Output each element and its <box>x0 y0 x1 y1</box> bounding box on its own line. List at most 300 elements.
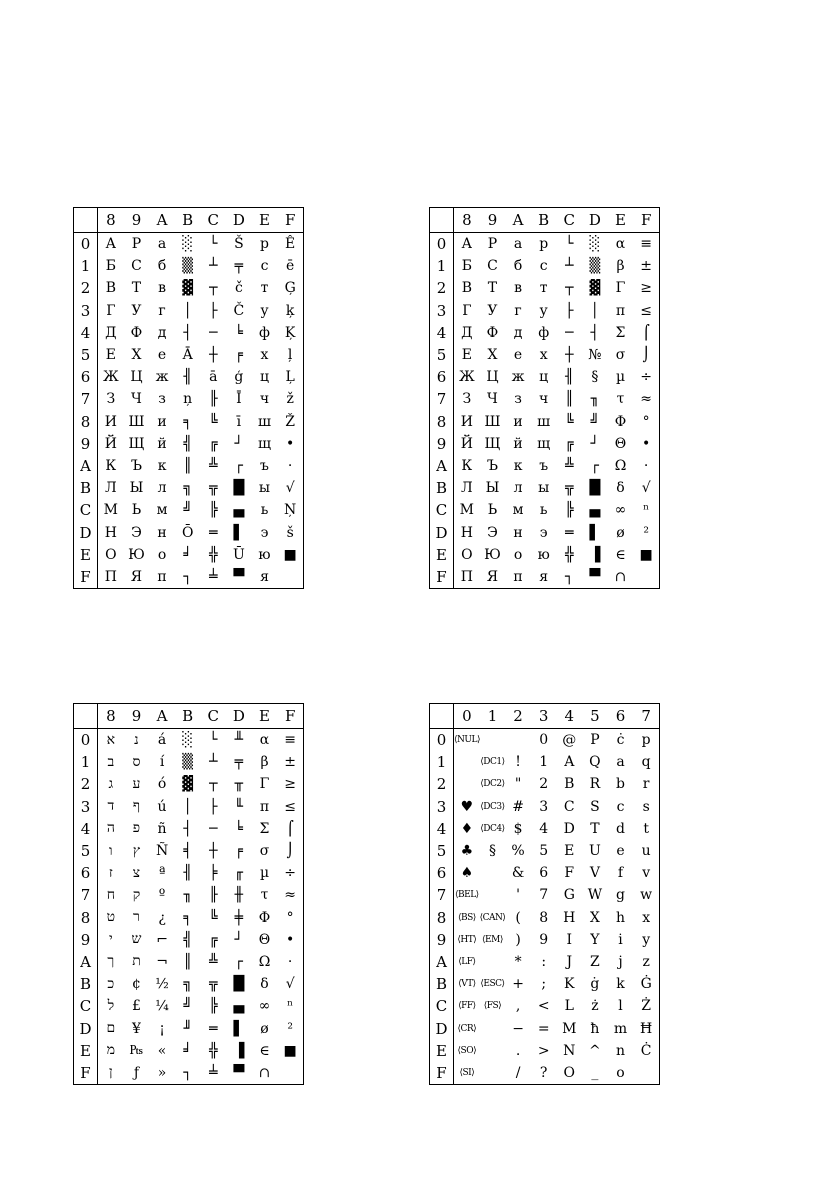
char-cell <box>480 1017 506 1039</box>
char-cell: Ф <box>130 324 143 341</box>
char-cell: U <box>588 843 601 860</box>
char-cell: ш <box>258 413 272 430</box>
char-cell: Е <box>461 347 472 364</box>
char-cell: ⌠ <box>286 820 294 837</box>
char-cell: : <box>541 953 547 970</box>
row-header: 7 <box>430 884 454 906</box>
char-cell: º <box>158 887 166 904</box>
char-cell: ├ <box>209 798 218 815</box>
char-cell: ÷ <box>640 369 653 386</box>
char-cell: ╔ <box>209 435 218 452</box>
char-cell: ▌ <box>233 524 245 541</box>
char-cell: ═ <box>209 1020 218 1037</box>
char-cell: ¿ <box>158 909 166 926</box>
char-cell: ▀ <box>233 1064 245 1081</box>
char-cell: s <box>642 798 650 815</box>
char-cell: ♣ <box>460 843 474 860</box>
char-cell: « <box>157 1042 167 1059</box>
char-cell: ╣ <box>183 435 192 452</box>
char-cell: ▓ <box>182 776 194 793</box>
corner-cell <box>430 704 454 729</box>
row-header: D <box>430 521 454 543</box>
char-cell: ╠ <box>565 502 574 519</box>
row-header: A <box>74 951 98 973</box>
char-cell: Θ <box>258 931 271 948</box>
char-cell: j <box>618 953 623 970</box>
char-cell: K <box>564 976 575 993</box>
char-cell: ½ <box>155 976 169 993</box>
char-cell: ┘ <box>590 435 600 452</box>
char-cell: ╪ <box>234 909 244 926</box>
char-cell: ק <box>132 886 141 903</box>
char-cell: ╔ <box>209 931 218 948</box>
column-header: 8 <box>454 208 480 233</box>
char-cell: ╛ <box>183 546 192 563</box>
char-cell: ╠ <box>209 998 218 1015</box>
row-header: 1 <box>430 751 454 773</box>
char-cell: + <box>512 976 524 993</box>
char-cell: Γ <box>615 280 626 297</box>
char-cell: ╝ <box>183 502 192 519</box>
header-row <box>430 704 660 729</box>
char-cell: @ <box>562 732 577 749</box>
row-header: 9 <box>430 929 454 951</box>
char-cell: Ģ <box>284 280 296 297</box>
char-cell: ─ <box>209 324 218 341</box>
char-cell: צ <box>132 864 141 881</box>
char-cell: π <box>259 798 270 815</box>
row-header: 6 <box>430 366 454 388</box>
table-row <box>430 433 660 455</box>
char-cell: ø <box>616 524 625 541</box>
char-cell: ġ <box>590 976 600 993</box>
char-cell: ≈ <box>284 887 297 904</box>
table-row <box>74 544 304 566</box>
char-cell: ┤ <box>590 324 600 341</box>
char-cell: ╢ <box>183 865 192 882</box>
char-cell: ц <box>260 369 270 386</box>
char-cell: 9 <box>539 931 549 948</box>
char-cell: e <box>616 843 625 860</box>
char-cell: F <box>564 865 575 882</box>
char-cell: • <box>286 435 295 452</box>
table-row <box>74 477 304 499</box>
char-cell: § <box>488 843 496 860</box>
row-header: 7 <box>74 884 98 906</box>
char-cell: я <box>539 568 549 585</box>
char-cell: ⁿ <box>643 502 650 519</box>
row-header: 0 <box>74 729 98 752</box>
char-cell: י <box>109 931 113 948</box>
char-cell: < <box>537 998 550 1015</box>
char-cell: ▄ <box>233 998 245 1015</box>
char-cell: ī <box>236 413 242 430</box>
row-header: F <box>430 1062 454 1085</box>
char-cell: Ħ <box>640 1020 653 1037</box>
char-cell: √ <box>285 976 295 993</box>
char-cell: Ь <box>487 502 498 519</box>
char-cell: Ū <box>232 546 245 563</box>
char-cell: З <box>106 391 116 408</box>
char-cell: ∈ <box>259 1042 270 1059</box>
char-cell: Б <box>105 258 116 275</box>
table-row <box>74 566 304 589</box>
table-row <box>430 929 660 951</box>
char-cell: ╝ <box>183 998 192 1015</box>
char-cell: ≈ <box>640 391 653 408</box>
char-cell: Ю <box>128 546 145 563</box>
char-cell: π <box>615 302 626 319</box>
char-cell: ║ <box>565 391 574 408</box>
table-row <box>74 862 304 884</box>
char-cell: ¥ <box>132 1020 141 1037</box>
char-cell: 7 <box>539 887 549 904</box>
char-cell: ) <box>515 931 521 948</box>
row-header: 9 <box>74 433 98 455</box>
char-cell: ╓ <box>234 865 244 882</box>
char-cell <box>480 729 506 752</box>
char-cell: Ê <box>285 236 296 253</box>
char-cell: │ <box>183 302 192 319</box>
char-cell: ┴ <box>565 258 574 275</box>
char-cell: ⟨SO⟩ <box>457 1045 477 1056</box>
table-row <box>74 1017 304 1039</box>
char-cell: ═ <box>209 524 218 541</box>
char-cell: С <box>131 258 142 275</box>
char-cell: . <box>515 1042 521 1059</box>
char-cell: └ <box>565 236 574 253</box>
char-cell: ל <box>107 997 115 1014</box>
char-cell: ⟨DC2⟩ <box>480 779 505 790</box>
char-cell: ╟ <box>209 391 218 408</box>
char-cell: ▐ <box>589 546 601 563</box>
char-cell: ÷ <box>284 865 297 882</box>
char-cell: ├ <box>565 302 574 319</box>
char-cell: * <box>514 953 522 970</box>
char-cell <box>480 1062 506 1085</box>
char-cell: ! <box>515 754 521 771</box>
char-cell: ф <box>538 324 550 341</box>
table-row <box>74 995 304 1017</box>
char-cell: ▀ <box>589 568 601 585</box>
char-cell: г <box>514 302 522 319</box>
char-cell <box>480 862 506 884</box>
column-header: 2 <box>505 704 531 729</box>
char-cell: ф <box>259 324 270 341</box>
char-cell: ы <box>538 480 550 497</box>
column-header: B <box>531 208 557 233</box>
char-cell: ú <box>157 798 167 815</box>
column-header: C <box>556 208 582 233</box>
char-cell: д <box>157 324 167 341</box>
char-cell: N <box>563 1042 576 1059</box>
char-cell: ╕ <box>183 413 192 430</box>
row-header: 3 <box>430 796 454 818</box>
char-cell: м <box>512 502 524 519</box>
char-cell: в <box>514 280 523 297</box>
column-header: A <box>505 208 531 233</box>
char-cell: ⟨BEL⟩ <box>455 890 479 901</box>
char-cell: k <box>616 976 625 993</box>
char-cell: M <box>562 1020 577 1037</box>
char-cell: к <box>513 457 523 474</box>
char-cell: ⟨BS⟩ <box>457 912 476 923</box>
row-header: B <box>430 973 454 995</box>
char-cell: ┼ <box>209 347 218 364</box>
char-cell: ь <box>260 502 269 519</box>
table-row <box>74 455 304 477</box>
row-header: 4 <box>430 818 454 840</box>
char-cell: ╩ <box>209 457 218 474</box>
table-row <box>74 388 304 410</box>
row-header: A <box>74 455 98 477</box>
char-cell: l <box>618 998 623 1015</box>
char-cell: ¼ <box>155 998 169 1015</box>
char-cell: ⌠ <box>642 324 650 341</box>
char-cell: ° <box>286 909 294 926</box>
row-header: 1 <box>74 255 98 277</box>
char-cell: ? <box>539 1064 548 1081</box>
char-cell: ħ <box>590 1020 600 1037</box>
char-cell: й <box>513 435 523 452</box>
char-cell: ╥ <box>234 776 244 793</box>
char-cell: ▓ <box>182 280 194 297</box>
char-cell: ┤ <box>183 820 192 837</box>
char-cell: ┘ <box>234 931 244 948</box>
corner-cell <box>430 208 454 233</box>
char-cell: נ <box>134 731 139 748</box>
char-cell: ▌ <box>589 524 601 541</box>
table-row <box>74 907 304 929</box>
table-row <box>430 544 660 566</box>
table-row <box>430 729 660 752</box>
column-header: F <box>277 208 303 233</box>
row-header: 5 <box>74 840 98 862</box>
char-cell: − <box>512 1020 524 1037</box>
char-cell: ¡ <box>159 1020 165 1037</box>
char-cell: β <box>616 258 625 275</box>
table-row <box>430 366 660 388</box>
char-cell: ┬ <box>209 776 218 793</box>
char-cell: Г <box>106 302 116 319</box>
char-cell: J <box>566 953 573 970</box>
char-cell: е <box>157 347 167 364</box>
char-cell: ┐ <box>183 1064 192 1081</box>
row-header: E <box>74 1040 98 1062</box>
char-cell: █ <box>589 480 601 497</box>
char-cell: б <box>513 258 523 275</box>
row-header: C <box>430 499 454 521</box>
char-cell: Ф <box>486 324 499 341</box>
char-cell: B <box>564 776 575 793</box>
char-cell: ц <box>539 369 549 386</box>
char-cell: М <box>103 502 119 519</box>
char-cell: £ <box>132 998 141 1015</box>
char-cell: _ <box>591 1064 599 1081</box>
char-cell: б <box>157 258 167 275</box>
row-header: 2 <box>74 277 98 299</box>
char-cell: τ <box>260 887 269 904</box>
table-row <box>430 1040 660 1062</box>
char-cell: Ω <box>614 457 627 474</box>
row-header: D <box>74 1017 98 1039</box>
char-cell: σ <box>615 347 626 364</box>
char-cell: / <box>515 1064 521 1081</box>
char-cell: Ī <box>236 391 242 408</box>
char-cell: ∞ <box>258 998 271 1015</box>
column-header: E <box>252 704 278 729</box>
char-cell: и <box>513 413 523 430</box>
char-cell: ⟨DC1⟩ <box>480 757 505 768</box>
row-header: D <box>430 1017 454 1039</box>
char-cell: D <box>563 820 575 837</box>
table-row <box>430 751 660 773</box>
char-cell: ♠ <box>460 865 474 882</box>
char-cell: г <box>158 302 166 319</box>
char-cell: ד <box>107 798 115 815</box>
char-cell: ╬ <box>209 1042 218 1059</box>
char-cell: Н <box>460 524 473 541</box>
char-cell: ь <box>539 502 548 519</box>
char-cell: ╘ <box>234 324 244 341</box>
char-cell: ר <box>133 909 140 926</box>
char-cell: W <box>587 887 603 904</box>
char-cell <box>505 729 531 752</box>
char-cell: µ <box>259 865 270 882</box>
row-header: E <box>430 1040 454 1062</box>
char-cell: ▒ <box>182 754 194 771</box>
char-cell: Σ <box>615 324 626 341</box>
row-header: 5 <box>430 344 454 366</box>
char-cell: ╬ <box>209 546 218 563</box>
char-cell: П <box>104 568 117 585</box>
char-cell: ∩ <box>614 568 627 585</box>
char-cell: в <box>158 280 167 297</box>
table-row <box>74 277 304 299</box>
char-cell: ≡ <box>284 732 297 749</box>
char-cell: ╙ <box>234 798 244 815</box>
char-cell: Ш <box>484 413 501 430</box>
char-cell: ā <box>209 369 218 386</box>
char-cell: Щ <box>128 435 145 452</box>
table-row <box>430 1017 660 1039</box>
char-cell: Ō <box>181 524 194 541</box>
char-cell: п <box>157 568 167 585</box>
char-cell: Ч <box>487 391 498 408</box>
char-cell: a <box>616 754 625 771</box>
char-cell: w <box>640 887 653 904</box>
char-cell: ן <box>109 1064 113 1081</box>
char-cell: ■ <box>639 546 653 563</box>
char-cell: ╖ <box>590 391 600 408</box>
char-cell: Д <box>461 324 473 341</box>
char-cell: ю <box>537 546 550 563</box>
char-cell: š <box>286 524 294 541</box>
char-cell: β <box>260 754 269 771</box>
char-cell: н <box>157 524 167 541</box>
char-cell: T <box>590 820 600 837</box>
char-cell: ┼ <box>209 843 218 860</box>
char-cell: С <box>487 258 498 275</box>
char-cell: Б <box>461 258 472 275</box>
char-cell: ó <box>157 776 167 793</box>
char-cell: а <box>513 236 523 253</box>
header-row <box>74 208 304 233</box>
char-cell: g <box>616 887 625 904</box>
char-cell: ≤ <box>284 798 297 815</box>
char-cell: ╛ <box>183 1042 192 1059</box>
char-cell: σ <box>259 843 270 860</box>
char-cell: ▓ <box>589 280 601 297</box>
char-cell: Я <box>130 568 143 585</box>
char-cell: Ж <box>458 369 475 386</box>
char-cell: Т <box>131 280 142 297</box>
char-cell: У <box>487 302 498 319</box>
row-header: 9 <box>430 433 454 455</box>
char-cell: з <box>158 391 166 408</box>
char-cell: α <box>259 732 270 749</box>
char-cell: Ы <box>485 480 500 497</box>
char-cell: ┴ <box>209 258 218 275</box>
char-cell: └ <box>209 236 218 253</box>
char-cell: • <box>286 931 295 948</box>
table-row <box>74 233 304 256</box>
char-cell: м <box>156 502 168 519</box>
column-header: A <box>149 208 175 233</box>
char-cell: Ж <box>102 369 119 386</box>
char-cell: о <box>157 546 167 563</box>
row-header: F <box>74 566 98 589</box>
row-header: F <box>430 566 454 589</box>
char-cell: ┌ <box>590 457 600 474</box>
char-cell: р <box>539 236 549 253</box>
char-cell: Й <box>460 435 473 452</box>
char-cell: ♦ <box>460 820 474 837</box>
char-cell: ю <box>258 546 271 563</box>
char-cell: Ċ <box>640 1042 652 1059</box>
char-cell: ♥ <box>460 798 474 815</box>
char-cell: Х <box>487 347 498 364</box>
table-row <box>74 951 304 973</box>
char-cell: ⟨HT⟩ <box>457 934 477 945</box>
char-cell: S <box>590 798 600 815</box>
char-cell: О <box>105 546 117 563</box>
char-cell <box>454 773 480 795</box>
char-cell: · <box>287 457 293 474</box>
char-cell: ╤ <box>234 754 244 771</box>
char-cell: Е <box>105 347 116 364</box>
table-row <box>430 840 660 862</box>
char-cell: ╝ <box>590 413 600 430</box>
row-header: 1 <box>430 255 454 277</box>
row-header: C <box>74 499 98 521</box>
char-cell: ņ <box>183 391 193 408</box>
char-cell: ^ <box>589 1042 601 1059</box>
table-row <box>74 818 304 840</box>
char-cell: └ <box>209 732 218 749</box>
row-header: 1 <box>74 751 98 773</box>
char-cell: ╡ <box>183 843 192 860</box>
row-header: 8 <box>74 907 98 929</box>
char-cell: П <box>460 568 473 585</box>
column-header: A <box>149 704 175 729</box>
char-cell: r <box>642 776 650 793</box>
char-cell: E <box>564 843 575 860</box>
char-cell: ט <box>106 909 116 926</box>
char-cell: № <box>588 347 602 364</box>
char-cell: $ <box>513 820 523 837</box>
char-cell: Ġ <box>640 976 652 993</box>
